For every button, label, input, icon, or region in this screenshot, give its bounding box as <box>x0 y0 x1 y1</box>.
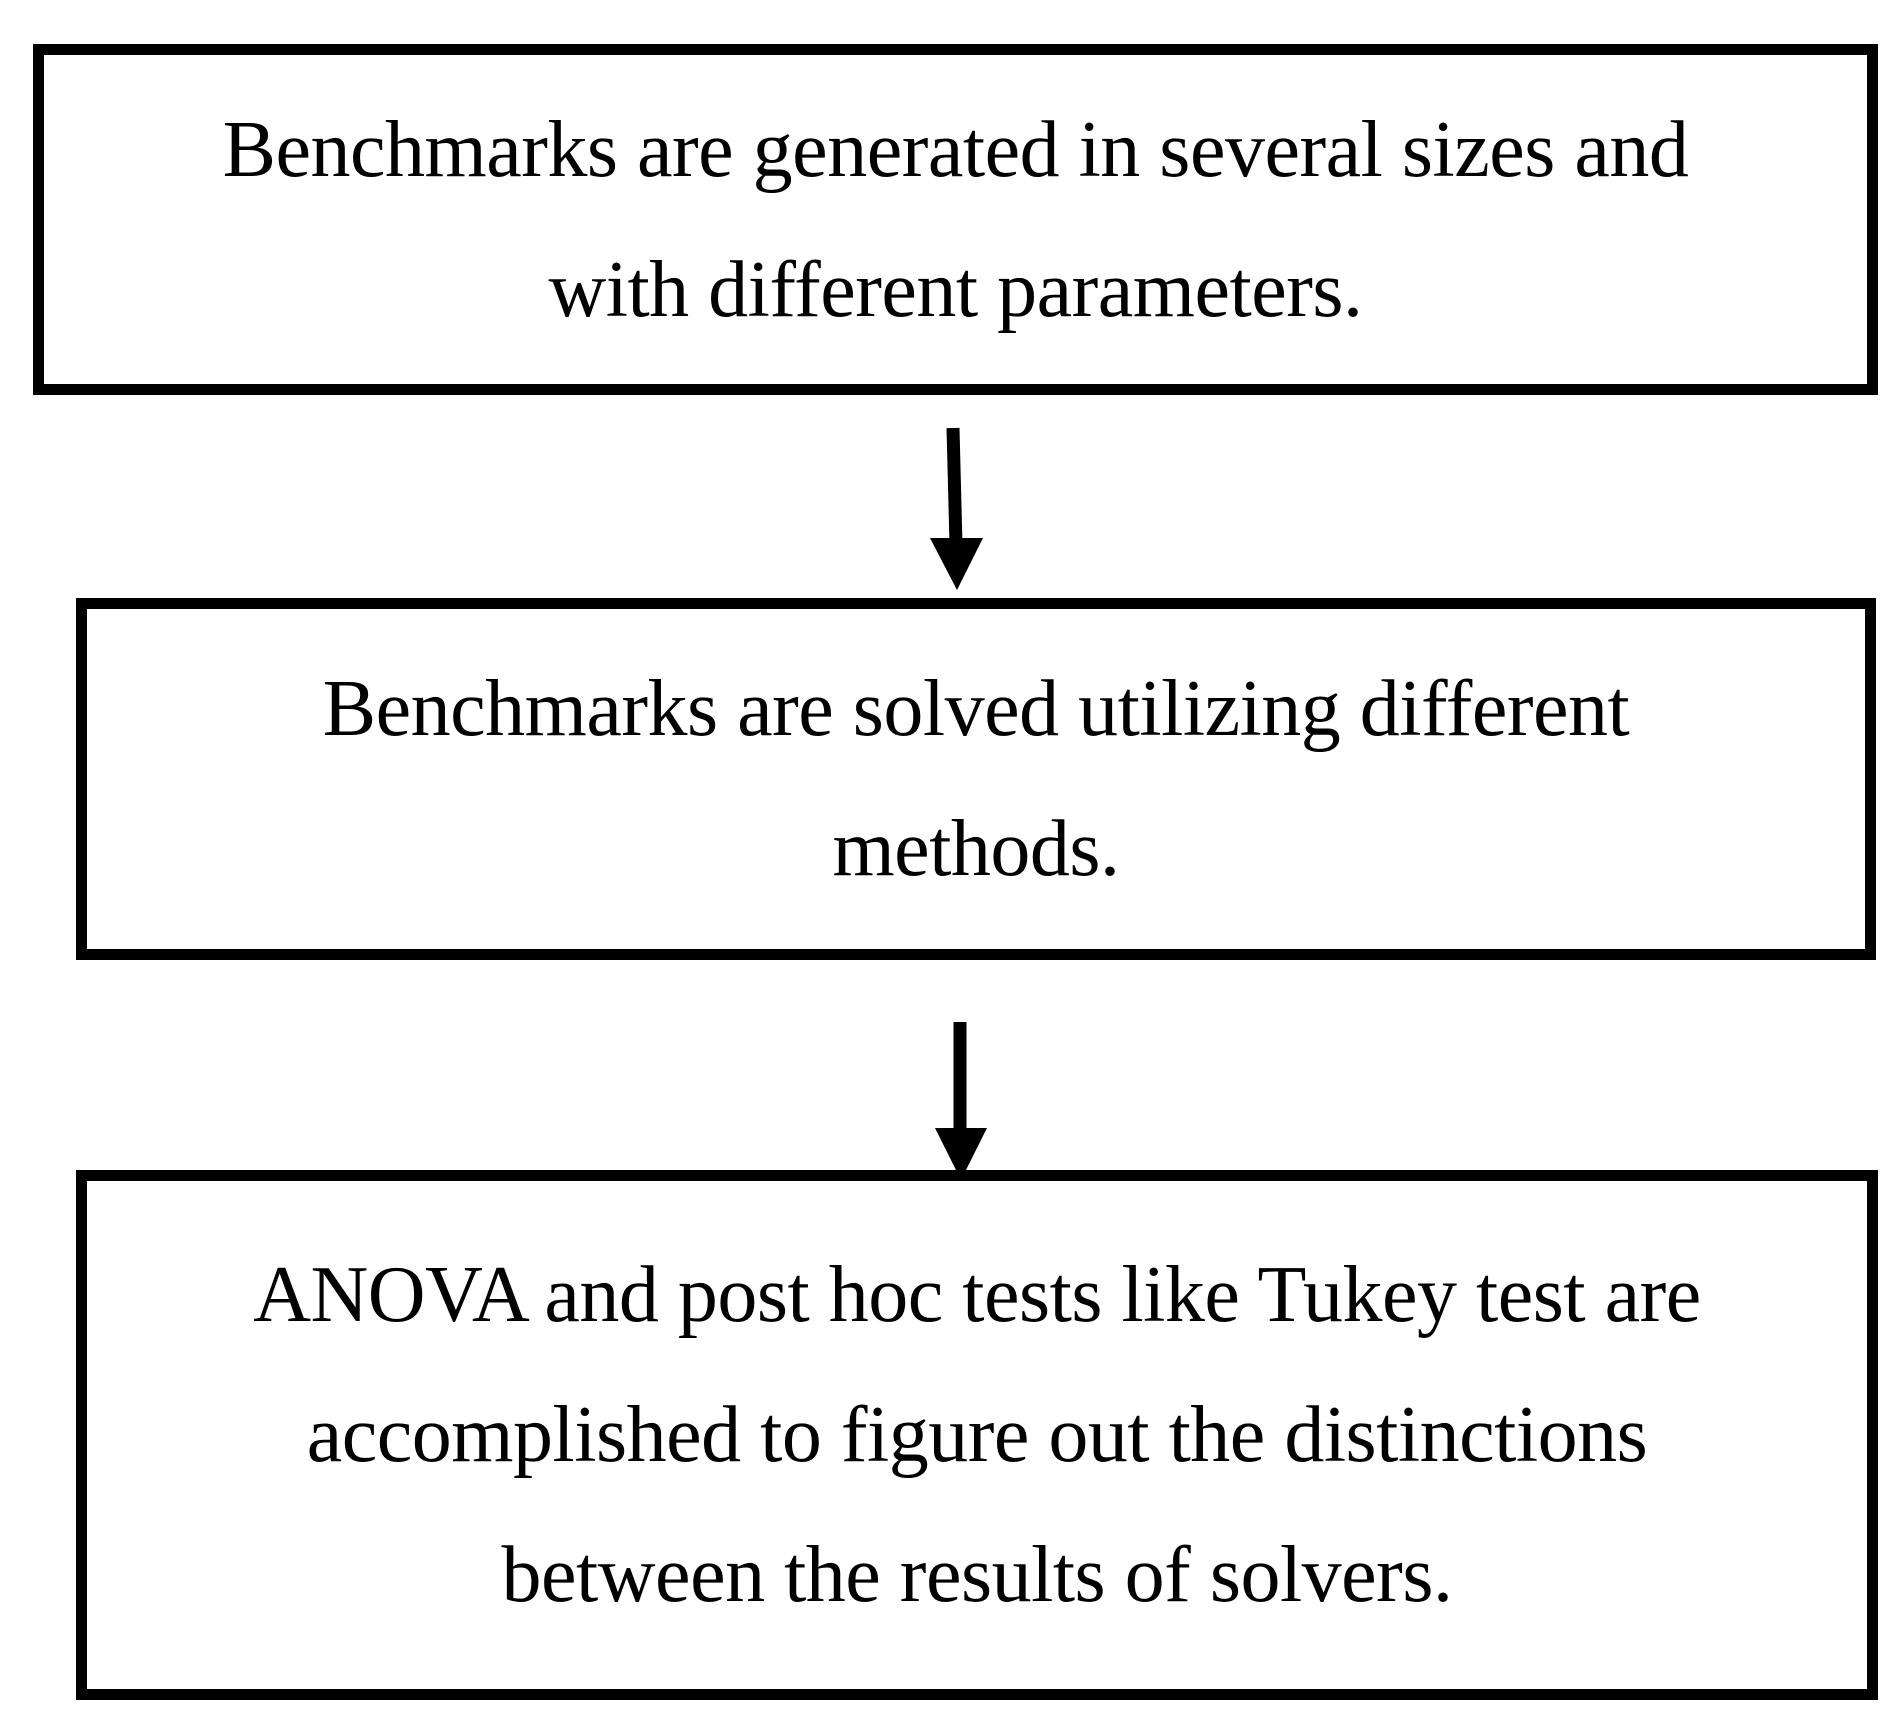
flow-step-analyze-box <box>76 1170 1878 1700</box>
step-text-line: with different parameters. <box>548 245 1363 334</box>
step-text-line: Benchmarks are solved utilizing different <box>322 665 1630 753</box>
step-text-line: between the results of solvers. <box>501 1531 1453 1619</box>
step-text-line: accomplished to figure out the distinctions <box>306 1391 1648 1479</box>
step-text-line: methods. <box>832 805 1120 893</box>
flow-arrow-solve-to-analyze <box>935 1022 987 1180</box>
step-text-line: ANOVA and post hoc tests like Tukey test are <box>253 1251 1701 1339</box>
flow-step-solve-box <box>76 598 1876 960</box>
flow-arrow-generate-to-solve <box>930 428 983 590</box>
step-text-line: Benchmarks are generated in several sizes and <box>222 105 1689 194</box>
